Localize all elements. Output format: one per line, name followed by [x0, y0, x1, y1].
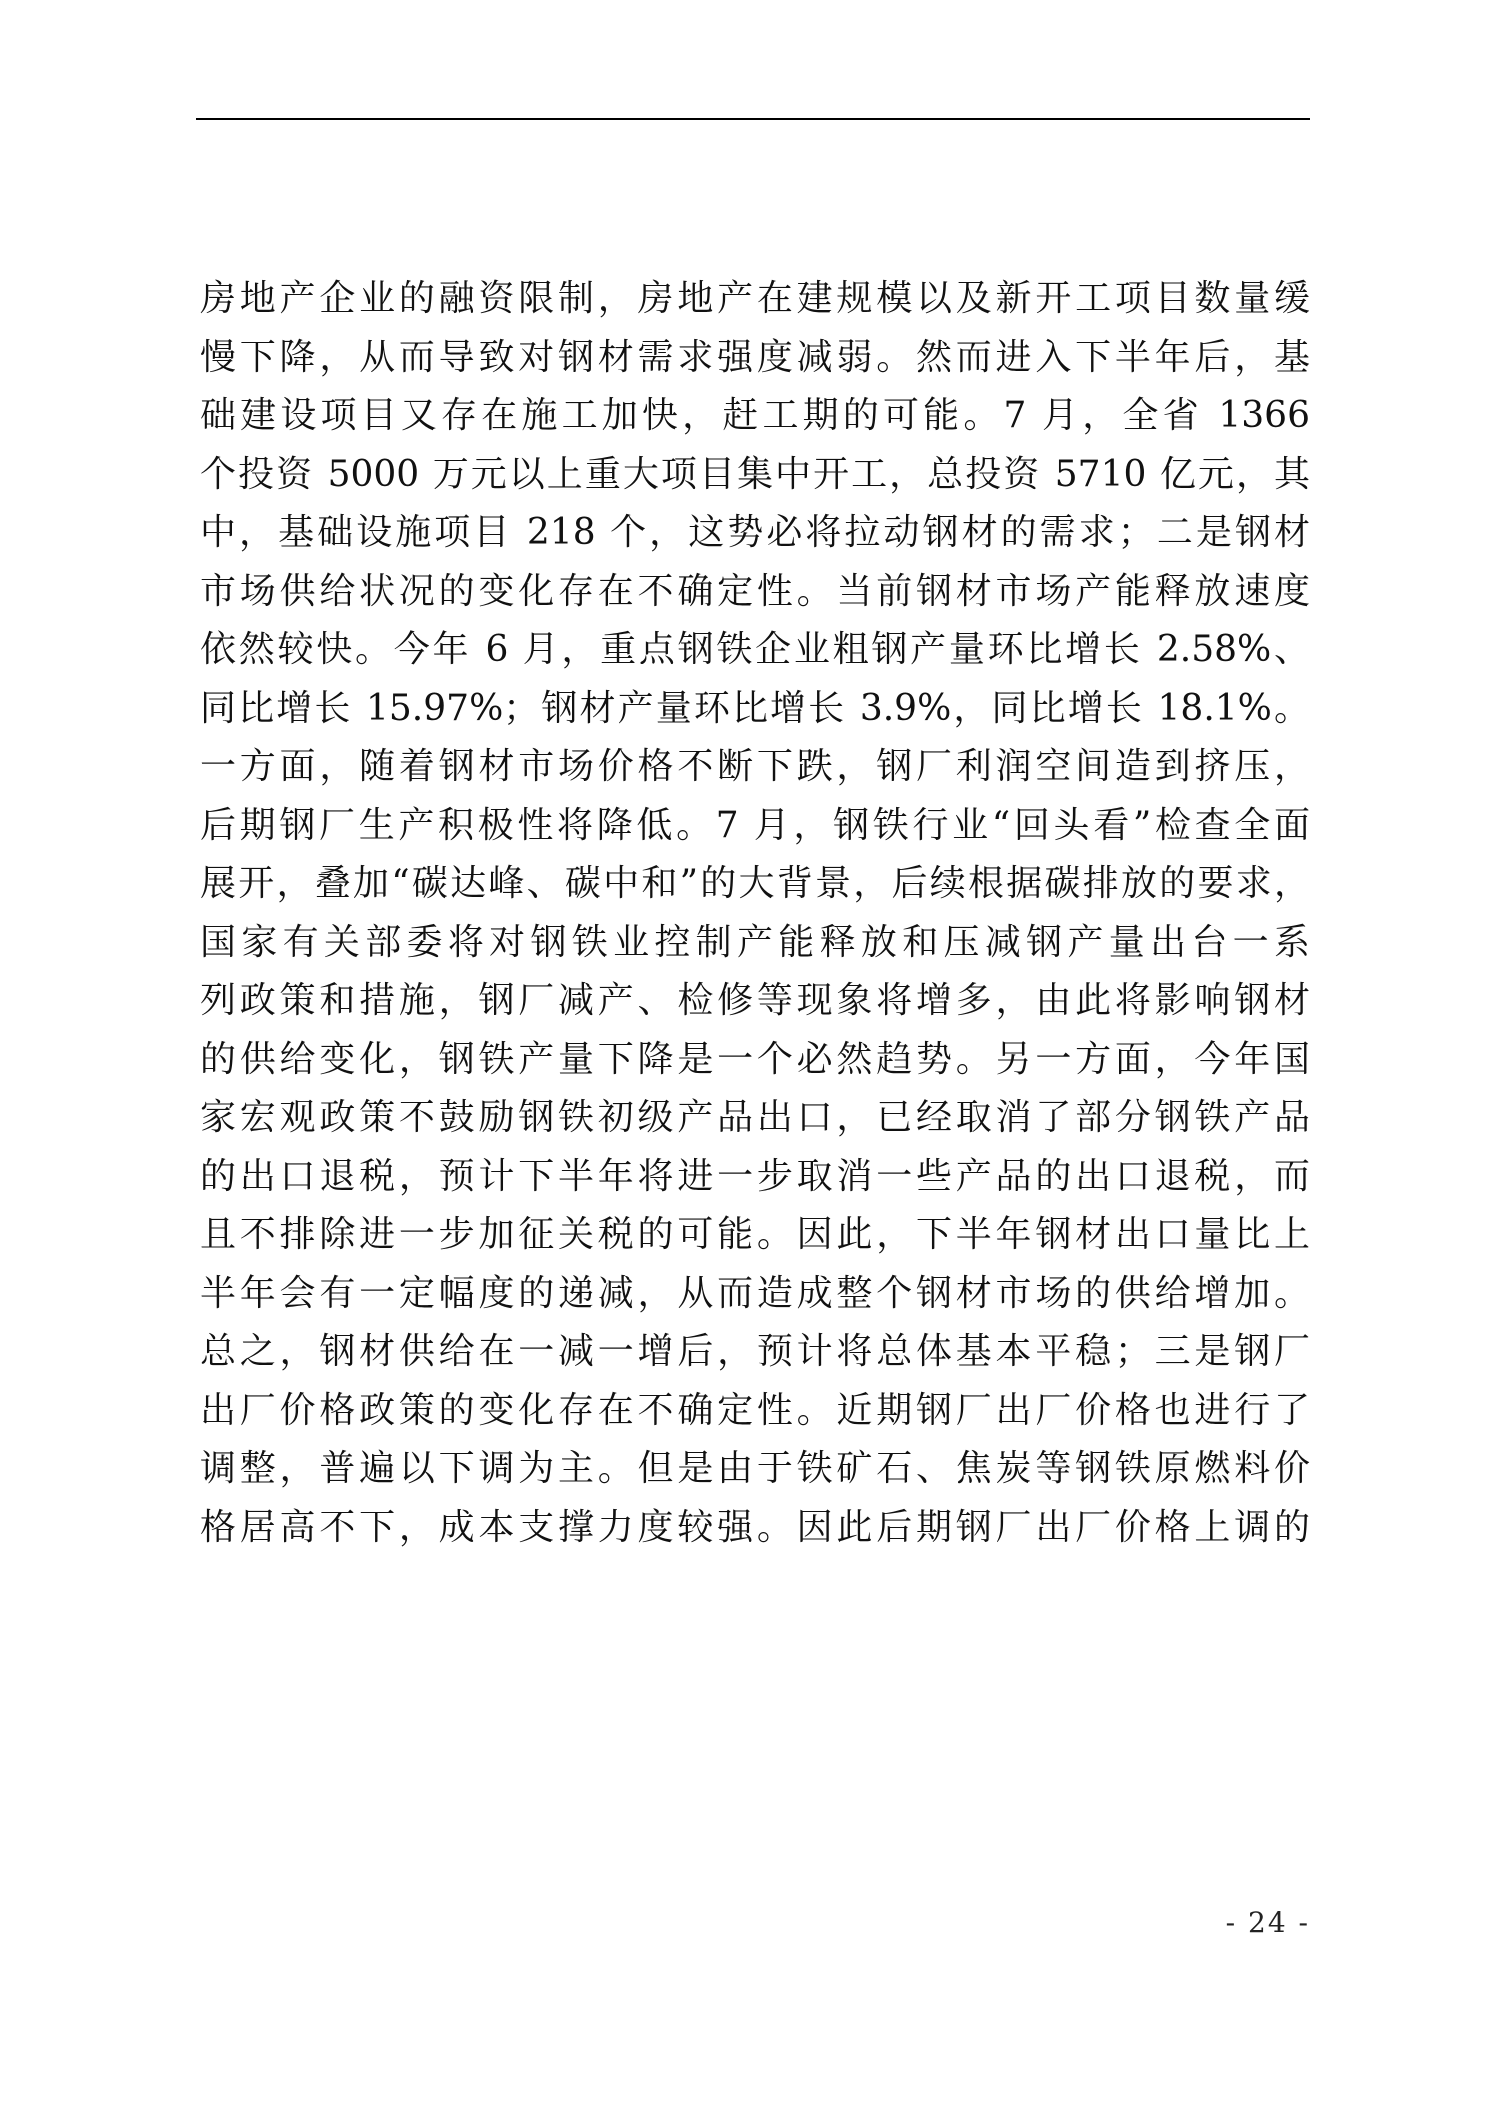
text-line-22: 格居高不下，成本支撑力度较强。因此后期钢厂出厂价格上调的 [200, 1506, 1310, 1548]
text-line-9: 一方面，随着钢材市场价格不断下跌，钢厂利润空间造到挤压， [200, 746, 1310, 787]
text-line-7: 依然较快。今年 6 月，重点钢铁企业粗钢产量环比增长 2.58%、 [200, 629, 1310, 670]
text-line-4: 个投资 5000 万元以上重大项目集中开工，总投资 5710 亿元，其 [200, 453, 1310, 495]
text-line-8: 同比增长 15.97%；钢材产量环比增长 3.9%，同比增长 18.1%。 [200, 687, 1310, 729]
text-line-21: 调整，普遍以下调为主。但是由于铁矿石、焦炭等钢铁原燃料价 [200, 1448, 1310, 1489]
text-line-12: 国家有关部委将对钢铁业控制产能释放和压减钢产量出台一系 [200, 921, 1310, 963]
text-line-13: 列政策和措施，钢厂减产、检修等现象将增多，由此将影响钢材 [200, 980, 1310, 1021]
text-line-16: 的出口退税，预计下半年将进一步取消一些产品的出口退税，而 [200, 1155, 1310, 1197]
page-number: - 24 - [1225, 1906, 1310, 1939]
text-line-2: 慢下降，从而导致对钢材需求强度减弱。然而进入下半年后，基 [200, 336, 1310, 378]
text-line-10: 后期钢厂生产积极性将降低。7 月，钢铁行业“回头看”检查全面 [200, 804, 1310, 846]
text-line-18: 半年会有一定幅度的递减，从而造成整个钢材市场的供给增加。 [200, 1272, 1310, 1314]
header-rule [196, 118, 1310, 120]
text-line-11: 展开，叠加“碳达峰、碳中和”的大背景，后续根据碳排放的要求， [200, 863, 1310, 904]
text-line-19: 总之，钢材供给在一减一增后，预计将总体基本平稳；三是钢厂 [200, 1331, 1310, 1372]
text-line-17: 且不排除进一步加征关税的可能。因此，下半年钢材出口量比上 [200, 1214, 1310, 1255]
text-line-5: 中，基础设施项目 218 个，这势必将拉动钢材的需求；二是钢材 [200, 512, 1310, 553]
text-line-6: 市场供给状况的变化存在不确定性。当前钢材市场产能释放速度 [200, 570, 1310, 612]
text-line-20: 出厂价格政策的变化存在不确定性。近期钢厂出厂价格也进行了 [200, 1389, 1310, 1431]
text-line-15: 家宏观政策不鼓励钢铁初级产品出口，已经取消了部分钢铁产品 [200, 1097, 1310, 1138]
body-text [200, 270, 1310, 1557]
text-line-3: 础建设项目又存在施工加快，赶工期的可能。7 月，全省 1366 [200, 395, 1310, 436]
text-line-14: 的供给变化，钢铁产量下降是一个必然趋势。另一方面，今年国 [200, 1038, 1310, 1080]
text-line-1: 房地产企业的融资限制，房地产在建规模以及新开工项目数量缓 [200, 278, 1310, 319]
